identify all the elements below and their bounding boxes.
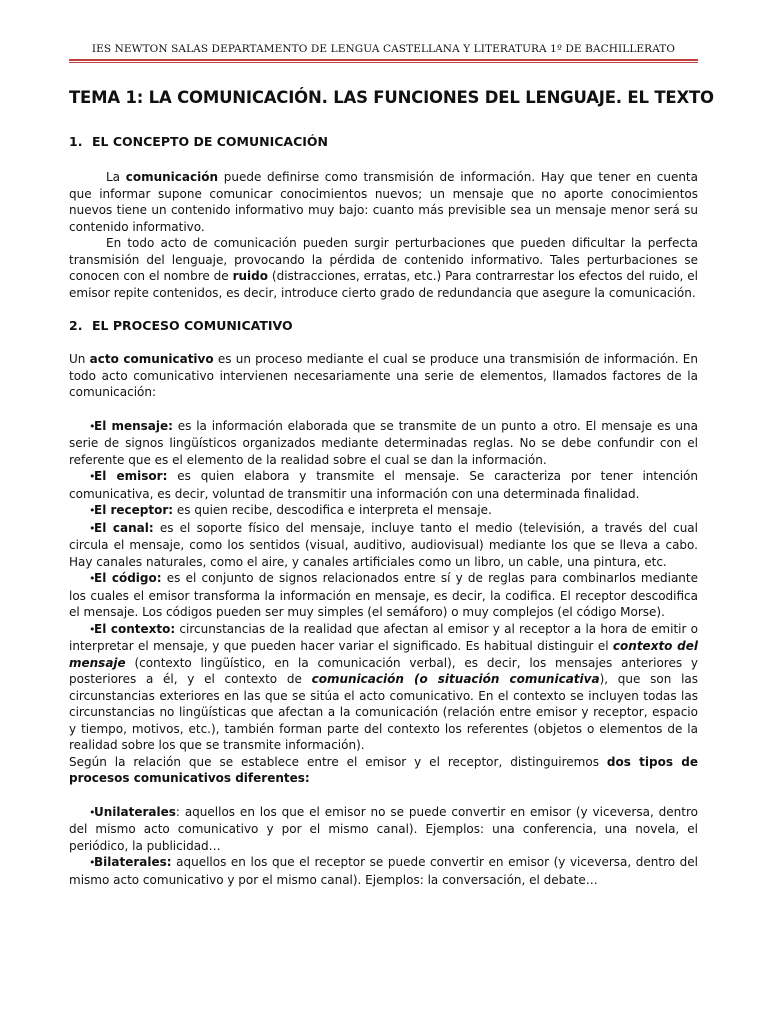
factor-term: El contexto: (94, 621, 176, 636)
bullet-icon: • (89, 856, 96, 869)
section-1-heading (69, 134, 698, 149)
section-2-heading (69, 318, 698, 333)
text-run: Según la relación que se establece entre el emisor y el receptor, distinguiremos (69, 754, 607, 769)
section-2-title: EL PROCESO COMUNICATIVO (92, 318, 293, 333)
text-run: (contexto lingüístico, en la comunicación verbal), es decir, los mensajes anteriores y posteriores a él, y el contexto de (69, 655, 698, 686)
factor-text: es el soporte físico del mensaje, incluye tanto el medio (televisión, a través del cual circula el mensaje, como los sentidos (visual, auditivo, audiovisual) mediante los que se lleva a cabo. Hay canales naturales, como el aire, y canales artificiales como un libro, un cable, una pintura, etc. (69, 520, 698, 569)
factor-text: es el conjunto de signos relacionados entre sí y de reglas para combinarlos mediante los cuales el emisor transforma la información en mensaje, es decir, la codifica. El receptor descodifica el mensaje. Los códigos pueden ser muy simples (el semáforo) o muy complejos (el código Morse). (69, 571, 699, 619)
bold-italic-term: comunicación (o situación comunicativa (311, 672, 600, 686)
list-item (69, 502, 698, 520)
list-item (69, 468, 698, 502)
bullet-icon: • (89, 805, 96, 819)
type-text: : aquellos en los que el emisor no se puede convertir en emisor (y viceversa, dentro del mismo acto comunicativo y por el mismo canal). Ejemplos: una conferencia, una novela, el periódico, la publicidad… (69, 804, 698, 853)
bullet-icon: • (89, 521, 96, 535)
factor-term: El emisor: (94, 469, 168, 483)
text-run: La (106, 170, 126, 184)
header-rule-thick (69, 59, 698, 61)
factor-term: El código: (94, 571, 162, 585)
bold-term: dos tipos de procesos comunicativos diferentes: (69, 754, 698, 785)
list-item (69, 418, 698, 469)
text-run: En todo acto de comunicación pueden surgir perturbaciones que pueden dificultar la perfecta transmisión del lenguaje, provocando la pérdida de contenido informativo. Tales perturbaciones se conocen con el nombre de (69, 236, 698, 283)
text-run: ), que son las circunstancias exteriores en las que se sitúa el acto comunicativo. En el contexto se incluyen todas las circunstancias no lingüísticas que afectan a la comunicación (relación entre emisor y receptor, espacio y tiempo, motivos, etc.), también forman parte del contexto los referentes (objetos o elementos de la realidad sobre los que se transmite información). (69, 672, 699, 752)
section-2-number: 2. (69, 318, 83, 333)
list-item (69, 520, 698, 571)
page-header: IES NEWTON SALAS DEPARTAMENTO DE LENGUA CASTELLANA Y LITERATURA 1º DE BACHILLERATO (91, 43, 676, 55)
factor-term: El canal: (94, 520, 154, 535)
factors-list (69, 418, 698, 754)
factor-text: es quien recibe, descodifica e interpreta el mensaje. (173, 503, 492, 517)
header-rule-thin (69, 62, 698, 63)
bold-term: comunicación (125, 170, 219, 184)
text-run: circunstancias de la realidad que afectan al emisor y al receptor a la hora de emitir o interpretar el mensaje, y que pueden hacer variar el significado. Es habitual distinguir el (69, 621, 698, 653)
list-item (69, 854, 698, 888)
section-1-title: EL CONCEPTO DE COMUNICACIÓN (92, 134, 329, 149)
list-item (69, 570, 698, 621)
text-run: (distracciones, erratas, etc.) Para contrarrestar los efectos del ruido, el emisor repite contenidos, es decir, introduce cierto grado de redundancia que asegure la comunicación. (69, 269, 698, 300)
list-item (69, 804, 698, 855)
document-page (69, 0, 714, 888)
bold-term: acto comunicativo (89, 352, 214, 366)
factor-text: es la información elaborada que se transmite de un punto a otro. El mensaje es una serie de signos lingüísticos organizados mediante determinadas reglas. No se debe confundir con el referente que es el elemento de la realidad sobre el cual se dan la información. (69, 418, 699, 467)
factor-text: es quien elabora y transmite el mensaje. Se caracteriza por tener intención comunicativa, es decir, voluntad de transmitir una información con una determinada finalidad. (69, 469, 698, 501)
type-term: Bilaterales: (94, 855, 172, 869)
list-item (69, 621, 698, 754)
text-run: puede definirse como transmisión de información. Hay que tener en cuenta que informar supone comunicar conocimientos nuevos; un mensaje que no aporte conocimientos nuevos tiene un contenido informativo muy bajo: cuanto más previsible sea un mensaje menor será su contenido informativo. (69, 170, 698, 234)
factor-term: El receptor: (94, 503, 174, 517)
document-title: TEMA 1: LA COMUNICACIÓN. LAS FUNCIONES DEL LENGUAJE. EL TEXTO (69, 88, 714, 107)
section-1-number: 1. (69, 134, 83, 149)
bullet-icon: • (89, 504, 96, 517)
bold-italic-term: contexto del mensaje (69, 639, 698, 670)
section-1-paragraph-1 (69, 169, 698, 235)
text-run: es un proceso mediante el cual se produce una transmisión de información. En todo acto comunicativo intervienen necesariamente una serie de elementos, llamados factores de la comunicación: (69, 352, 698, 399)
type-term: Unilaterales (94, 804, 176, 819)
section-2-intro (69, 351, 698, 401)
factor-term: El mensaje: (94, 418, 173, 433)
bullet-icon: • (89, 419, 96, 433)
types-list (69, 804, 698, 889)
text-run: Un (69, 352, 90, 366)
section-1-paragraph-2 (69, 235, 698, 301)
bullet-icon: • (89, 622, 96, 636)
bullet-icon: • (89, 572, 96, 585)
type-text: aquellos en los que el receptor se puede convertir en emisor (y viceversa, dentro del mismo acto comunicativo y por el mismo canal). Ejemplos: la conversación, el debate… (69, 855, 698, 887)
types-intro (69, 754, 698, 787)
bold-term: ruido (232, 269, 268, 283)
bullet-icon: • (89, 470, 96, 483)
